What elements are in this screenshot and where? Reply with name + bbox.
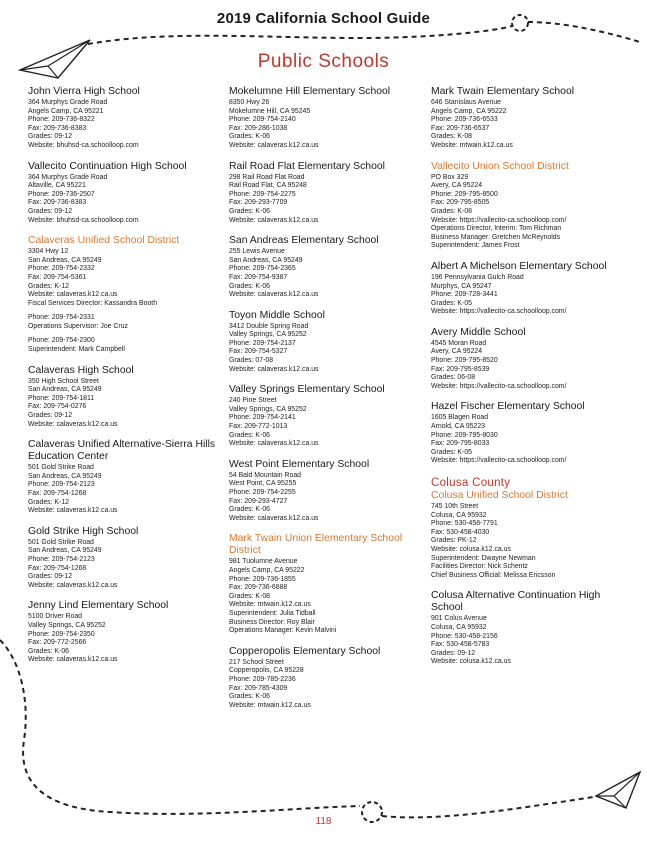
entry-detail-line: Angels Camp, CA 95222 (431, 107, 507, 115)
entry-detail-line: Fax: 209-293-7709 (229, 199, 288, 207)
entry-detail-line: 3304 Hwy 12 (28, 248, 69, 256)
entry-detail-line: Phone: 209-754-2275 (229, 190, 296, 198)
school-entry (229, 310, 429, 375)
column-2 (229, 86, 429, 720)
entry-detail-line: Arnold, CA 95223 (431, 423, 486, 431)
school-entry (28, 439, 228, 516)
entry-detail-line: Grades: PK-12 (431, 537, 477, 545)
entry-detail-line: Fax: 209-754-9387 (229, 273, 288, 281)
entry-detail-line: Website: calaveras.k12.ca.us (229, 365, 319, 373)
entry-detail-line: Grades: 06-08 (431, 374, 476, 382)
entry-detail-line: Website: calaveras.k12.ca.us (229, 514, 319, 522)
entry-detail-line: 646 Stanislaus Avenue (431, 99, 501, 106)
entry-detail-line: Phone: 209-785-2236 (229, 675, 296, 683)
county-heading (431, 476, 631, 490)
school-name: Jenny Lind Elementary School (28, 600, 169, 612)
entry-detail-line: Facilities Director: Nick Schentz (431, 563, 528, 571)
school-entry (229, 384, 429, 449)
entry-detail-line: Valley Springs, CA 95252 (28, 621, 106, 629)
entry-detail-line: Fax: 209-754-1268 (28, 490, 87, 497)
entry-detail-line: 1605 Blagen Road (431, 414, 489, 422)
entry-detail-line: 196 Pennsylvania Gulch Road (431, 273, 524, 281)
county-name: Colusa County (431, 477, 511, 489)
entry-detail-line: Fax: 209-293-4727 (229, 497, 288, 505)
column-3 (431, 86, 631, 677)
entry-detail-line: 745 10th Street (431, 503, 479, 510)
district-name: Vallecito Union School District (431, 160, 569, 172)
entry-detail-line: Phone: 209-754-2141 (229, 414, 296, 422)
school-entry (28, 526, 228, 591)
entry-detail-line: Phone: 209-754-2350 (28, 630, 95, 638)
school-entry (431, 590, 631, 667)
entry-detail-line: Phone: 209-795-8500 (431, 190, 498, 198)
entry-detail-line: 3412 Double Spring Road (229, 322, 309, 330)
district-entry (229, 533, 429, 635)
entry-detail-line: Website: colusa.k12.ca.us (431, 545, 511, 553)
entry-detail-line: Fax: 209-736-6537 (431, 124, 490, 132)
entry-detail-line: San Andreas, CA 95249 (28, 547, 102, 555)
entry-detail-line: Business Director: Roy Blair (229, 618, 315, 626)
entry-detail-line: 364 Murphys Grade Road (28, 99, 108, 106)
entry-detail-line: Website: calaveras.k12.ca.us (229, 291, 319, 299)
entry-detail-line: Angels Camp, CA 95222 (229, 566, 305, 574)
school-entry (431, 327, 631, 392)
school-name: Valley Springs Elementary School (229, 384, 385, 396)
school-name: Calaveras High School (28, 364, 134, 376)
entry-detail-line: Mokelumne Hill, CA 95245 (229, 107, 311, 115)
entry-detail-line: San Andreas, CA 95249 (28, 386, 102, 394)
school-name: John Vierra High School (28, 86, 140, 97)
entry-detail-line: Grades: K-12 (28, 282, 69, 290)
entry-detail-line: Colusa, CA 95932 (431, 511, 487, 519)
paper-plane-icon (596, 772, 640, 808)
entry-detail-line: Fax: 209-772-1013 (229, 423, 288, 431)
school-entry (28, 365, 228, 430)
entry-detail-line: Grades: 07-08 (229, 357, 274, 365)
entry-detail-line: Grades: K-06 (229, 207, 270, 215)
entry-detail-line: Fax: 209-754-1268 (28, 564, 87, 572)
entry-detail-line: Fax: 209-795-8033 (431, 440, 490, 448)
school-entry (229, 86, 429, 151)
entry-detail-line: Phone: 209-754-2140 (229, 116, 296, 124)
entry-detail-line: Website: calaveras.k12.ca.us (229, 440, 319, 448)
entry-detail-line: Copperopolis, CA 95228 (229, 667, 304, 675)
district-entry (431, 490, 631, 580)
entry-detail-line: Fiscal Services Director: Kassandra Booth (28, 299, 158, 307)
entry-detail-line: Operations Supervisor: Joe Cruz (28, 322, 128, 330)
entry-detail-line: Website: bhuhsd-ca.schoolloop.com (28, 141, 139, 149)
entry-detail-line: Avery, CA 95224 (431, 348, 483, 356)
entry-detail-line: Superintendent: James Frost (431, 242, 520, 250)
entry-detail-line: Valley Springs, CA 95252 (229, 405, 307, 413)
school-name: Mark Twain Elementary School (431, 86, 575, 97)
entry-detail-line: Valley Springs, CA 95252 (229, 331, 307, 339)
entry-detail-line: Website: https://vallecito-ca.schoolloop.com/ (431, 457, 567, 465)
entry-detail-line: Fax: 209-785-4309 (229, 684, 288, 692)
school-entry (229, 459, 429, 524)
entry-detail-line: 350 High School Street (28, 377, 99, 385)
entry-detail-line: Colusa, CA 95932 (431, 623, 487, 631)
entry-detail-line: Grades: 09-12 (28, 573, 73, 581)
entry-detail-line: Business Manager: Gretchen McReynolds (431, 233, 561, 241)
entry-detail-line: Grades: K-06 (229, 282, 270, 290)
school-name: Vallecito Continuation High School (28, 160, 187, 172)
entry-detail-line: Grades: K-08 (431, 133, 472, 141)
entry-detail-line: Operations Director, Interim: Tom Richman (431, 225, 562, 233)
entry-detail-line: Website: calaveras.k12.ca.us (229, 216, 319, 224)
entry-detail-line: Phone: 209-736-1855 (229, 575, 296, 583)
entry-detail-line: 501 Gold Strike Road (28, 538, 94, 546)
entry-detail-line: Angels Camp, CA 95221 (28, 107, 104, 115)
school-entry (431, 401, 631, 466)
entry-detail-line: 901 Colus Avenue (431, 615, 487, 623)
school-name: Hazel Fischer Elementary School (431, 401, 585, 413)
entry-detail-line: Website: mtwain.k12.ca.us (229, 601, 311, 609)
entry-detail-line: Avery, CA 95224 (431, 182, 483, 190)
school-entry (229, 161, 429, 226)
entry-detail-line: Rail Road Flat, CA 95248 (229, 182, 307, 190)
entry-detail-line: Phone: 209-754-2137 (229, 339, 296, 347)
entry-detail-line: Grades: K-05 (431, 448, 472, 456)
entry-detail-line: Grades: K-06 (28, 647, 69, 655)
district-entry (28, 235, 228, 355)
entry-detail-line: Murphys, CA 95247 (431, 282, 492, 290)
entry-detail-line: Fax: 209-736-8383 (28, 199, 87, 207)
column-1 (28, 86, 228, 675)
entry-detail-line: Website: https://vallecito-ca.schoolloop.com/ (431, 216, 567, 224)
entry-detail-line: San Andreas, CA 95249 (229, 256, 303, 264)
section-title: Public Schools (257, 51, 390, 72)
entry-detail-line: Phone: 209-754-1811 (28, 394, 95, 402)
entry-detail-line: Website: bhuhsd-ca.schoolloop.com (28, 216, 139, 224)
entry-detail-line: Phone: 209-754-2123 (28, 555, 95, 563)
entry-detail-line: Grades: K-08 (229, 592, 270, 600)
entry-detail-line: PO Box 329 (431, 173, 469, 181)
entry-detail-line: Grades: 09-12 (28, 207, 73, 215)
page-number: 118 (315, 816, 332, 827)
entry-detail-line: Phone: 209-795-8030 (431, 431, 498, 439)
entry-detail-line: Grades: 09-12 (28, 412, 73, 420)
school-entry (229, 646, 429, 711)
entry-detail-line: Fax: 209-795-8505 (431, 199, 490, 207)
entry-detail-line: 240 Pine Street (229, 397, 277, 405)
entry-detail-line: Fax: 530-458-4030 (431, 528, 490, 536)
entry-detail-line: Website: https://vallecito-ca.schoolloop.com/ (431, 382, 567, 390)
entry-detail-line: Fax: 209-795-8539 (431, 365, 490, 373)
entry-detail-line: Grades: K-12 (28, 498, 69, 506)
school-entry (28, 161, 228, 226)
entry-detail-line: 4545 Moran Road (431, 339, 487, 347)
entry-detail-line: Website: calaveras.k12.ca.us (28, 291, 118, 299)
entry-detail-line: Superintendent: Julia Tidball (229, 609, 316, 617)
entry-detail-line: San Andreas, CA 95249 (28, 472, 102, 480)
entry-detail-line: Website: mtwain.k12.ca.us (229, 701, 311, 709)
entry-detail-line: Fax: 209-754-5327 (229, 348, 288, 356)
entry-detail-line: 255 Lewis Avenue (229, 248, 285, 256)
entry-detail-line: Phone: 209-754-2332 (28, 265, 95, 273)
entry-detail-line: 217 School Street (229, 658, 284, 666)
school-name: Colusa Alternative Continuation High School (431, 590, 601, 614)
entry-detail-line: Phone: 209-754-2331 (28, 314, 95, 322)
entry-detail-line: Chief Business Official: Melissa Ericsson (431, 571, 556, 579)
entry-detail-line: Altaville, CA 95221 (28, 182, 86, 190)
entry-detail-line: Phone: 209-795-8520 (431, 357, 498, 365)
entry-detail-line: Superintendent: Dwayne Newman (431, 554, 536, 562)
entry-detail-line: Website: colusa.k12.ca.us (431, 658, 511, 666)
entry-detail-line: Fax: 209-754-0276 (28, 403, 87, 411)
school-entry (229, 235, 429, 300)
entry-detail-line: Grades: K-06 (229, 506, 270, 514)
entry-detail-line: Operations Manager: Kevin Malvini (229, 627, 337, 635)
district-name: Colusa Unified School District (431, 490, 568, 501)
entry-detail-line: Website: mtwain.k12.ca.us (431, 141, 513, 149)
page-header-title: 2019 California School Guide (216, 10, 431, 27)
entry-detail-line: Phone: 209-754-2123 (28, 481, 95, 489)
entry-detail-line: Phone: 209-728-3441 (431, 291, 498, 299)
entry-detail-line: 5100 Driver Road (28, 613, 83, 621)
entry-detail-line: Fax: 209-754-5361 (28, 273, 87, 281)
school-name: Rail Road Flat Elementary School (229, 160, 385, 172)
entry-detail-line: Grades: 09-12 (28, 133, 73, 141)
school-name: West Point Elementary School (229, 458, 370, 470)
entry-detail-line: Website: calaveras.k12.ca.us (28, 656, 118, 664)
entry-detail-line: San Andreas, CA 95249 (28, 256, 102, 264)
district-name: Mark Twain Union Elementary School District (229, 533, 403, 557)
school-name: Calaveras Unified Alternative-Sierra Hills Education Center (28, 439, 216, 463)
entry-detail-line: Fax: 209-286-1038 (229, 124, 288, 132)
entry-detail-line: 981 Tuolumne Avenue (229, 558, 298, 566)
entry-detail-line: Website: calaveras.k12.ca.us (28, 507, 118, 515)
district-entry (431, 161, 631, 251)
school-name: Mokelumne Hill Elementary School (229, 86, 391, 97)
entry-detail-line: Grades: 09-12 (431, 649, 476, 657)
entry-detail-line: West Point, CA 95255 (229, 480, 297, 488)
school-entry (431, 86, 631, 151)
entry-detail-line: Fax: 209-736-6888 (229, 584, 288, 592)
entry-detail-line: Website: calaveras.k12.ca.us (229, 141, 319, 149)
school-name: Albert A Michelson Elementary School (431, 260, 607, 272)
district-name: Calaveras Unified School District (28, 235, 180, 247)
entry-detail-line: Superintendent: Mark Campbell (28, 346, 125, 354)
school-name: Toyon Middle School (229, 309, 325, 321)
entry-detail-line: Grades: K-06 (229, 431, 270, 439)
entry-detail-line: Grades: K-06 (229, 133, 270, 141)
entry-detail-line: Phone: 209-754-2365 (229, 265, 296, 273)
entry-detail-line: Fax: 209-736-8383 (28, 124, 87, 132)
entry-detail-line: Phone: 209-754-2300 (28, 337, 95, 345)
entry-detail-line: Phone: 530-458-7791 (431, 520, 498, 528)
school-name: Gold Strike High School (28, 525, 139, 537)
entry-detail-line: Grades: K-08 (431, 207, 472, 215)
entry-detail-line: 54 Bald Mountain Road (229, 471, 302, 479)
entry-detail-line: Phone: 209-736-8322 (28, 116, 95, 124)
entry-detail-line: 298 Rail Road Flat Road (229, 173, 305, 181)
entry-detail-line: Phone: 209-736-2507 (28, 190, 95, 198)
entry-detail-line: 8350 Hwy 26 (229, 99, 270, 106)
entry-detail-line: Grades: K-06 (229, 693, 270, 701)
entry-detail-line: Phone: 209-754-2255 (229, 489, 296, 496)
entry-detail-line: Phone: 209-736-6533 (431, 116, 498, 124)
entry-detail-line: Fax: 530-458-5783 (431, 641, 490, 649)
entry-detail-line: Website: calaveras.k12.ca.us (28, 581, 118, 589)
school-name: Avery Middle School (431, 326, 526, 338)
entry-detail-line: Website: https://vallecito-ca.schoolloop.com/ (431, 308, 567, 316)
entry-detail-line: 501 Gold Strike Road (28, 464, 94, 472)
school-entry (28, 600, 228, 665)
school-entry (431, 261, 631, 317)
entry-detail-line: Website: calaveras.k12.ca.us (28, 420, 118, 428)
school-name: Copperopolis Elementary School (229, 645, 381, 657)
school-entry (28, 86, 228, 151)
entry-detail-line: 364 Murphys Grade Road (28, 173, 108, 181)
entry-detail-line: Phone: 530-458-2156 (431, 632, 498, 640)
entry-detail-line: Grades: K-05 (431, 299, 472, 307)
school-name: San Andreas Elementary School (229, 235, 379, 247)
entry-detail-line: Fax: 209-772-2566 (28, 639, 87, 647)
